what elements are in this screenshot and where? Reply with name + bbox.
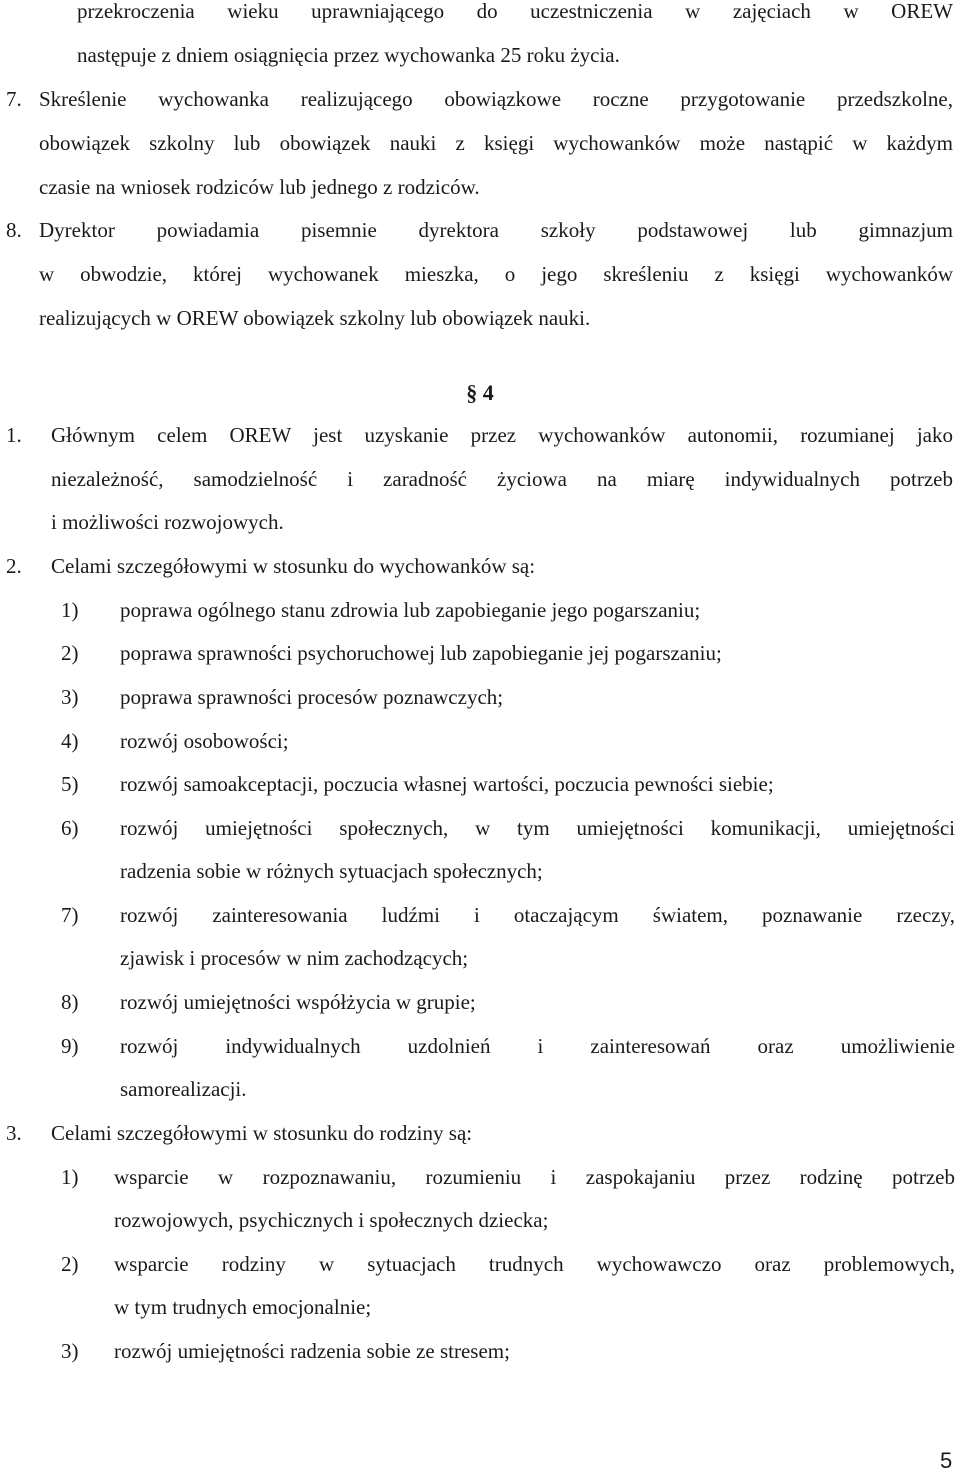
s1-line-3: i możliwości rozwojowych.: [51, 510, 284, 534]
s2-item-7-number: 7): [61, 903, 79, 927]
s3-item-3-number: 3): [61, 1339, 79, 1363]
s1-line-2: niezależność, samodzielność i zaradność życiowa na miarę indywidualnych potrzeb: [51, 467, 953, 491]
s2-item-1-line-1: poprawa ogólnego stanu zdrowia lub zapobieganie jego pogarszaniu;: [120, 598, 701, 622]
s2-item-2-line-1: poprawa sprawności psychoruchowej lub zapobieganie jej pogarszaniu;: [120, 641, 722, 665]
s3-number: 3.: [6, 1121, 22, 1145]
s3-item-2-line-2: w tym trudnych emocjonalnie;: [114, 1295, 372, 1319]
page-number: 5: [940, 1448, 953, 1473]
s3-item-1-number: 1): [61, 1165, 79, 1189]
s3-item-1-line-2: rozwojowych, psychicznych i społecznych dziecka;: [114, 1208, 549, 1232]
s2-item-4-line-1: rozwój osobowości;: [120, 729, 289, 753]
para8-line-2: w obwodzie, której wychowanek mieszka, o jego skreśleniu z księgi wychowanków: [39, 262, 953, 286]
section-heading: § 4: [466, 380, 494, 405]
s3-item-2-line-1: wsparcie rodziny w sytuacjach trudnych wychowawczo oraz problemowych,: [114, 1252, 955, 1276]
s3-item-1-line-1: wsparcie w rozpoznawaniu, rozumieniu i zaspokajaniu przez rodzinę potrzeb: [114, 1165, 955, 1189]
para8-number: 8.: [6, 218, 22, 242]
para7-line-3: czasie na wniosek rodziców lub jednego z rodziców.: [39, 175, 480, 199]
s2-intro: Celami szczegółowymi w stosunku do wychowanków są:: [51, 554, 536, 578]
s2-item-8-line-1: rozwój umiejętności współżycia w grupie;: [120, 990, 476, 1014]
s2-item-3-line-1: poprawa sprawności procesów poznawczych;: [120, 685, 504, 709]
s1-line-1: Głównym celem OREW jest uzyskanie przez wychowanków autonomii, rozumianej jako: [51, 423, 953, 447]
s2-item-2-number: 2): [61, 641, 79, 665]
s2-item-7-line-2: zjawisk i procesów w nim zachodzących;: [120, 946, 469, 970]
para8-line-1: Dyrektor powiadamia pisemnie dyrektora szkoły podstawowej lub gimnazjum: [39, 218, 953, 242]
para6-line-1: przekroczenia wieku uprawniającego do uczestniczenia w zajęciach w OREW: [77, 0, 953, 23]
s2-item-9-line-1: rozwój indywidualnych uzdolnień i zainteresowań oraz umożliwienie: [120, 1034, 955, 1058]
s2-item-4-number: 4): [61, 729, 79, 753]
para6-line-2: następuje z dniem osiągnięcia przez wychowanka 25 roku życia.: [77, 43, 620, 67]
s2-item-3-number: 3): [61, 685, 79, 709]
para8-line-3: realizujących w OREW obowiązek szkolny lub obowiązek nauki.: [39, 306, 591, 330]
s3-item-3-line-1: rozwój umiejętności radzenia sobie ze stresem;: [114, 1339, 510, 1363]
s2-item-6-line-2: radzenia sobie w różnych sytuacjach społecznych;: [120, 859, 543, 883]
s2-item-5-line-1: rozwój samoakceptacji, poczucia własnej wartości, poczucia pewności siebie;: [120, 772, 774, 796]
para7-line-2: obowiązek szkolny lub obowiązek nauki z księgi wychowanków może nastąpić w każdym: [39, 131, 953, 155]
s2-item-5-number: 5): [61, 772, 79, 796]
s2-item-8-number: 8): [61, 990, 79, 1014]
s2-number: 2.: [6, 554, 22, 578]
s2-item-9-number: 9): [61, 1034, 79, 1058]
s2-item-6-line-1: rozwój umiejętności społecznych, w tym umiejętności komunikacji, umiejętności: [120, 816, 955, 840]
para7-line-1: Skreślenie wychowanka realizującego obowiązkowe roczne przygotowanie przedszkolne,: [39, 87, 953, 111]
s2-item-9-line-2: samorealizacji.: [120, 1077, 247, 1101]
s2-item-1-number: 1): [61, 598, 79, 622]
s3-intro: Celami szczegółowymi w stosunku do rodziny są:: [51, 1121, 473, 1145]
s2-item-7-line-1: rozwój zainteresowania ludźmi i otaczającym światem, poznawanie rzeczy,: [120, 903, 955, 927]
para7-number: 7.: [6, 87, 22, 111]
s2-item-6-number: 6): [61, 816, 79, 840]
s1-number: 1.: [6, 423, 22, 447]
s3-item-2-number: 2): [61, 1252, 79, 1276]
